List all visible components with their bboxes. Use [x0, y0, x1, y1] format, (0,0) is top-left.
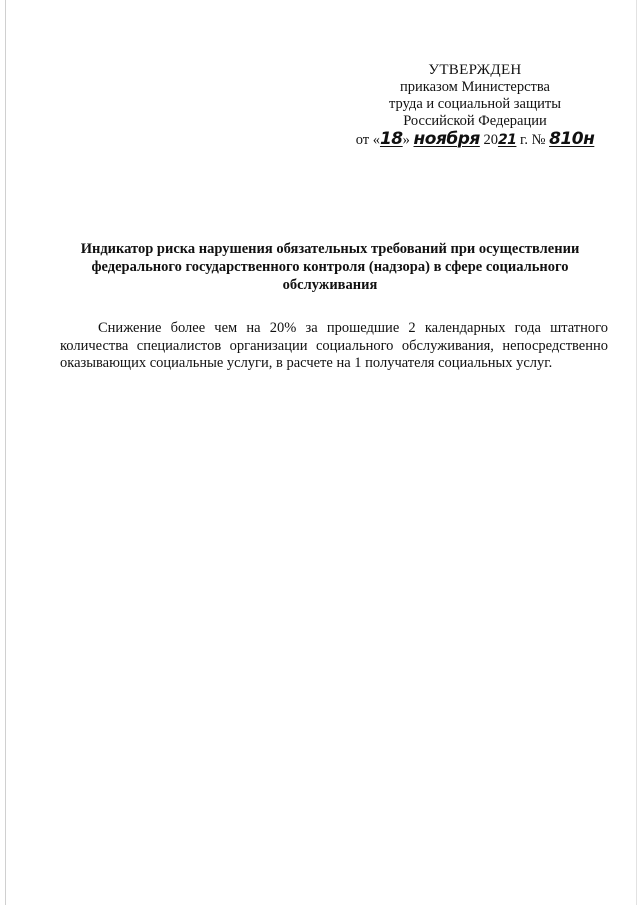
- date-year-label: г. №: [520, 132, 546, 148]
- document-title: Индикатор риска нарушения обязательных требований при осуществлении федерального государственного контроля (надзора) в сфере социального обслуживания: [80, 241, 580, 293]
- approval-line-1: приказом Министерства: [400, 79, 550, 95]
- document-body: Снижение более чем на 20% за прошедшие 2 календарных года штатного количества специалистов организации социального обслуживания, непосредственно оказывающих социальные услуги, в расчете на 1 получателя социальных услуг.: [60, 320, 608, 371]
- scan-edge-right: [636, 0, 637, 905]
- date-year-prefix: 20: [483, 132, 498, 148]
- approval-date-line: [340, 131, 610, 149]
- order-number-handwritten: 810н: [549, 129, 595, 149]
- approval-line-3: Российской Федерации: [403, 113, 547, 129]
- approval-heading: УТВЕРЖДЕН: [428, 62, 522, 78]
- date-year-handwritten: 21: [497, 132, 517, 148]
- date-month-handwritten: ноября: [413, 129, 480, 149]
- approval-line-2: труда и социальной защиты: [389, 96, 561, 112]
- scan-edge-left: [5, 0, 6, 905]
- approval-block: [340, 62, 610, 149]
- date-prefix: от «: [355, 132, 380, 148]
- date-mid: »: [402, 132, 410, 148]
- date-day-handwritten: 18: [379, 129, 403, 149]
